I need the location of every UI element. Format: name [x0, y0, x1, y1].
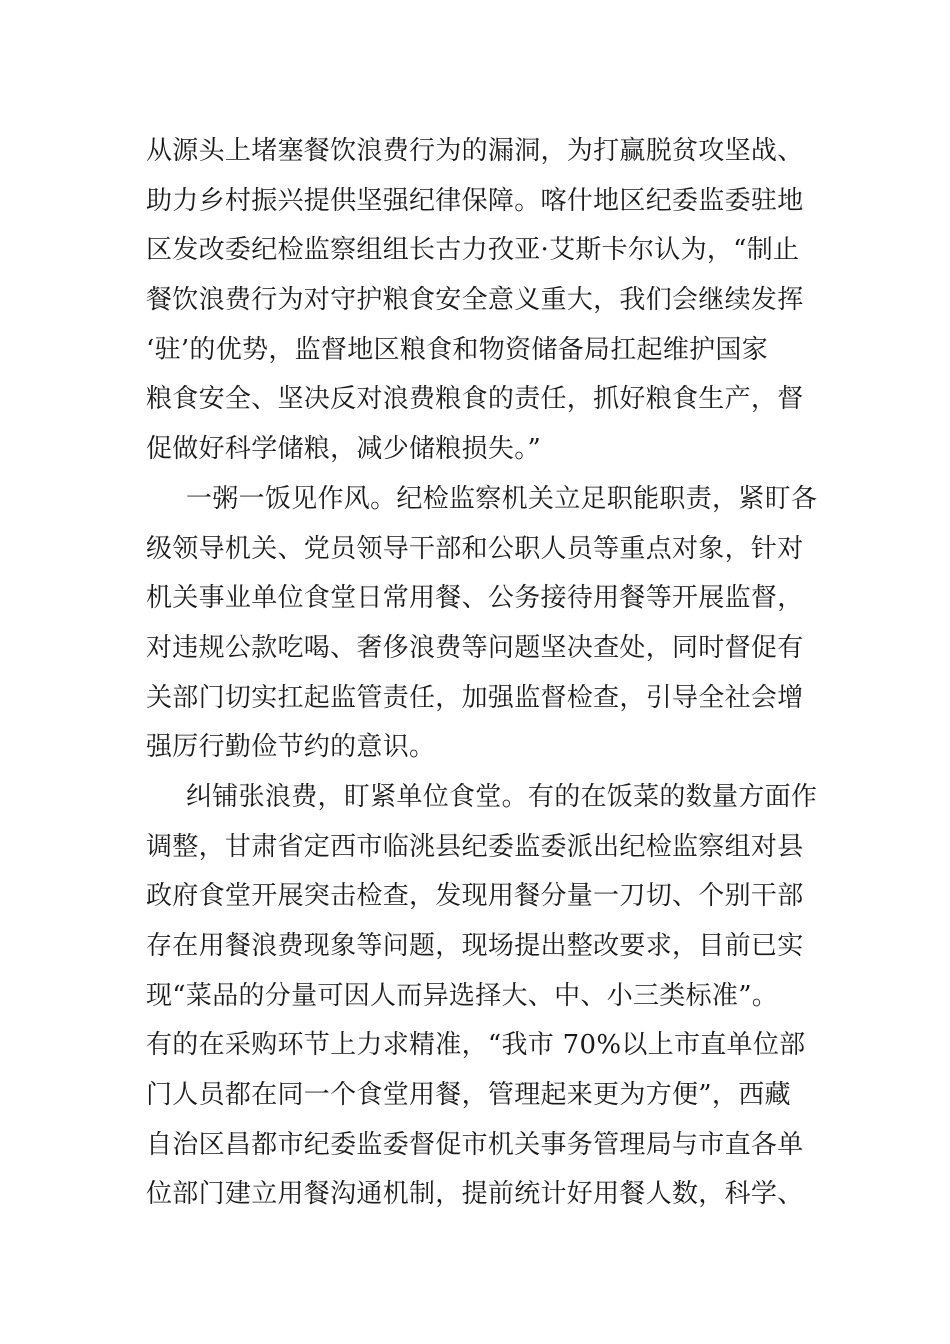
text-line: 现“菜品的分量可因人而异选择大、中、小三类标准”。	[146, 980, 779, 1011]
text-line: 机关事业单位食堂日常用餐、公务接待用餐等开展监督，	[146, 583, 804, 614]
text-line: 助力乡村振兴提供坚强纪律保障。喀什地区纪委监委驻地	[146, 185, 804, 216]
paragraph-start-line: 纠铺张浪费，盯紧单位食堂。有的在饭菜的数量方面作	[186, 781, 818, 812]
text-line: 自治区昌都市纪委监委督促市机关事务管理局与市直各单	[146, 1129, 804, 1160]
paragraph-start-line: 一粥一饭见作风。纪检监察机关立足职能职责，紧盯各	[186, 483, 818, 514]
text-line: 强厉行勤俭节约的意识。	[146, 732, 436, 763]
text-line: 餐饮浪费行为对守护粮食安全意义重大，我们会继续发挥	[146, 285, 804, 316]
text-line: 有的在采购环节上力求精准，“我市 70%以上市直单位部	[146, 1030, 806, 1061]
text-line: 区发改委纪检监察组组长古力孜亚·艾斯卡尔认为，“制止	[146, 235, 800, 266]
text-line: ‘驻’的优势，监督地区粮食和物资储备局扛起维护国家	[146, 334, 769, 365]
text-line: 政府食堂开展突击检查，发现用餐分量一刀切、个别干部	[146, 881, 804, 912]
text-line: 促做好科学储粮，减少储粮损失。”	[146, 434, 542, 465]
text-line: 调整，甘肃省定西市临洮县纪委监委派出纪检监察组对县	[146, 831, 804, 862]
text-line: 关部门切实扛起监管责任，加强监督检查，引导全社会增	[146, 682, 804, 713]
text-line: 级领导机关、党员领导干部和公职人员等重点对象，针对	[146, 533, 804, 564]
text-line: 位部门建立用餐沟通机制，提前统计好用餐人数，科学、	[146, 1179, 804, 1210]
document-body	[146, 127, 818, 1220]
text-line: 粮食安全、坚决反对浪费粮食的责任，抓好粮食生产，督	[146, 384, 804, 415]
text-line: 从源头上堵塞餐饮浪费行为的漏洞，为打赢脱贫攻坚战、	[146, 136, 804, 166]
text-line: 门人员都在同一个食堂用餐，管理起来更为方便”，西藏	[146, 1080, 791, 1111]
text-line: 存在用餐浪费现象等问题，现场提出整改要求，目前已实	[146, 931, 804, 961]
text-line: 对违规公款吃喝、奢侈浪费等问题坚决查处，同时督促有	[146, 632, 804, 663]
